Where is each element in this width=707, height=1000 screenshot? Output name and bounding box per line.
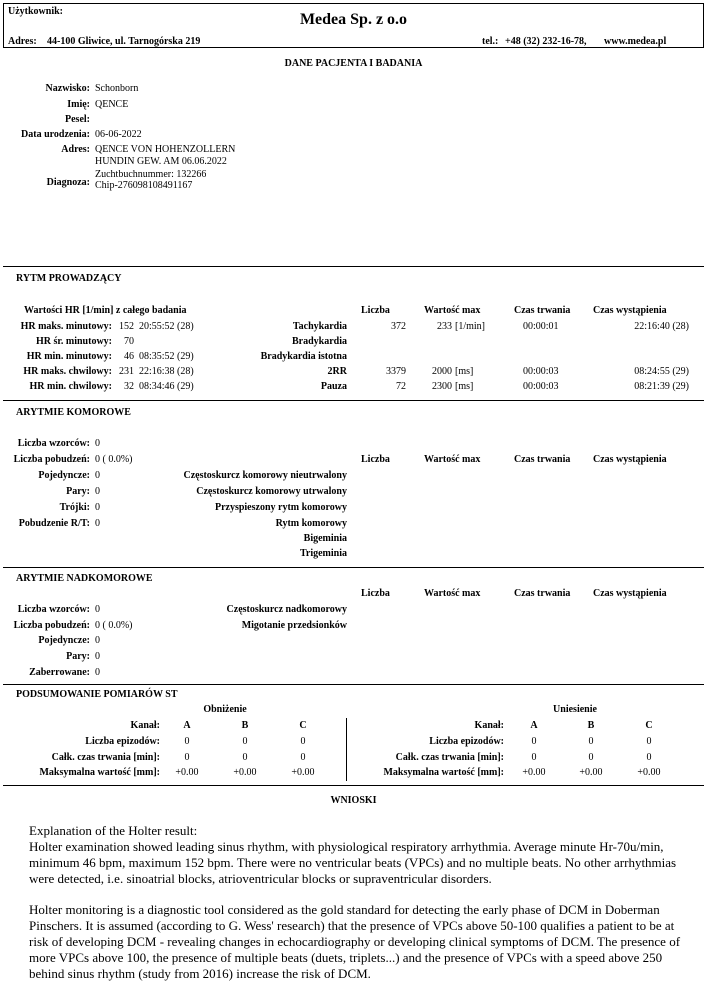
st-channel: B bbox=[587, 720, 595, 731]
divider bbox=[3, 400, 704, 401]
vent-label: Pobudzenie R/T: bbox=[18, 518, 90, 529]
event-name: Bradykardia bbox=[291, 336, 347, 347]
sv-event: Migotanie przedsionków bbox=[241, 620, 347, 631]
st-channel: A bbox=[530, 720, 538, 731]
col-header-occurrence: Czas wystąpienia bbox=[593, 588, 667, 599]
col-header-max: Wartość max bbox=[424, 454, 481, 465]
event-occurrence: 22:16:40 (28) bbox=[634, 321, 689, 332]
conclusion-paragraph-2: Holter monitoring is a diagnostic tool considered as the gold standard for detecting the early phase of DCM in Doberman Pinschers. It is assumed (according to G. Wess' research) that the presence of VPCs above 50-100 qualifies a patient to be at risk of developing DCM - revealing changes in echocardiography or developing clinical symptoms of DCM. The presence of more VPCs above 100, the presence of multiple beats (duets, triplets...) and the presence of VPCs with a speed above 250 behind sinus rhythm (study from 2016) increase the risk of DCM. bbox=[29, 902, 681, 981]
hr-label: HR min. minutowy: bbox=[26, 351, 112, 362]
vent-value: 0 bbox=[95, 470, 100, 481]
patient-section-title: DANE PACJENTA I BADANIA bbox=[284, 58, 423, 69]
st-channel: A bbox=[183, 720, 191, 731]
hr-time: 08:35:52 (29) bbox=[139, 351, 194, 362]
hr-value: 70 bbox=[124, 336, 134, 347]
vent-event: Częstoskurcz komorowy nieutrwalony bbox=[183, 470, 347, 481]
vent-label: Trójki: bbox=[59, 502, 90, 513]
event-occurrence: 08:24:55 (29) bbox=[634, 366, 689, 377]
sv-event: Częstoskurcz nadkomorowy bbox=[226, 604, 347, 615]
st-row-label: Liczba epizodów: bbox=[85, 736, 160, 747]
field-label: Nazwisko: bbox=[45, 83, 90, 94]
vent-event: Trigeminia bbox=[299, 548, 347, 559]
conclusion-p1-title: Explanation of the Holter result: bbox=[29, 823, 198, 838]
vent-value: 0 bbox=[95, 518, 100, 529]
divider bbox=[3, 266, 704, 267]
st-value: 0 bbox=[184, 752, 190, 763]
col-header-max: Wartość max bbox=[424, 305, 481, 316]
col-header-max: Wartość max bbox=[424, 588, 481, 599]
st-channel: B bbox=[241, 720, 249, 731]
col-header-duration: Czas trwania bbox=[514, 305, 571, 316]
st-value: +0.00 bbox=[637, 767, 661, 778]
st-value: 0 bbox=[588, 736, 594, 747]
field-label: Data urodzenia: bbox=[21, 129, 90, 140]
conclusion-paragraph-1: Holter examination showed leading sinus rhythm, with physiological respiratory arrhythmia. Average minute Hr-70u/min, minimum 46 bpm, maximum 152 bpm. There were no ventricular beats (VPCs) and no multiple beats. No other arrhythmias were detected, i.e. sinoatrial blocks, atrioventricular blocks or supraventricular disorders. bbox=[29, 839, 677, 886]
event-duration: 00:00:03 bbox=[523, 366, 559, 377]
st-value: 0 bbox=[242, 736, 248, 747]
hr-value: 152 bbox=[119, 321, 134, 332]
st-value: 0 bbox=[588, 752, 594, 763]
event-max: 2000 bbox=[432, 366, 452, 377]
vent-label: Liczba wzorców: bbox=[17, 438, 90, 449]
sv-value: 0 bbox=[95, 651, 100, 662]
st-channel-label: Kanał: bbox=[474, 720, 504, 731]
sv-value: 0 bbox=[95, 667, 100, 678]
sv-label: Pojedyncze: bbox=[38, 635, 90, 646]
st-channel-label: Kanał: bbox=[130, 720, 160, 731]
hr-label: HR maks. minutowy: bbox=[20, 321, 112, 332]
diagnosis-label: Diagnoza: bbox=[46, 177, 90, 188]
vent-event: Częstoskurcz komorowy utrwalony bbox=[196, 486, 347, 497]
st-row-label: Całk. czas trwania [min]: bbox=[395, 752, 504, 763]
user-label: Użytkownik: bbox=[8, 6, 64, 17]
sv-label: Liczba wzorców: bbox=[17, 604, 90, 615]
sv-value: 0 bbox=[95, 604, 100, 615]
event-max: 233 bbox=[437, 321, 452, 332]
event-unit: [1/min] bbox=[455, 321, 485, 332]
divider bbox=[3, 684, 704, 685]
field-value: QENCE VON HOHENZOLLERN bbox=[95, 144, 236, 155]
hr-time: 08:34:46 (29) bbox=[139, 381, 194, 392]
st-section-title: PODSUMOWANIE POMIARÓW ST bbox=[16, 689, 178, 700]
st-value: +0.00 bbox=[175, 767, 199, 778]
st-value: 0 bbox=[300, 736, 306, 747]
st-value: +0.00 bbox=[233, 767, 257, 778]
col-header-occurrence: Czas wystąpienia bbox=[593, 454, 667, 465]
field-label: Imię: bbox=[67, 99, 90, 110]
col-header-duration: Czas trwania bbox=[514, 454, 571, 465]
vent-value: 0 bbox=[95, 438, 100, 449]
divider bbox=[3, 785, 704, 786]
company-name: Medea Sp. z o.o bbox=[299, 11, 408, 28]
st-value: 0 bbox=[300, 752, 306, 763]
hr-value: 46 bbox=[124, 351, 134, 362]
col-header-occurrence: Czas wystąpienia bbox=[593, 305, 667, 316]
event-name: Bradykardia istotna bbox=[260, 351, 347, 362]
hr-label: HR śr. minutowy: bbox=[35, 336, 112, 347]
vent-event: Bigeminia bbox=[303, 533, 347, 544]
vent-event: Przyspieszony rytm komorowy bbox=[214, 502, 347, 513]
event-name: Pauza bbox=[320, 381, 347, 392]
event-duration: 00:00:03 bbox=[523, 381, 559, 392]
st-value: 0 bbox=[184, 736, 190, 747]
sv-label: Zaberrowane: bbox=[29, 667, 90, 678]
st-value: +0.00 bbox=[579, 767, 603, 778]
st-value: +0.00 bbox=[522, 767, 546, 778]
event-unit: [ms] bbox=[455, 366, 474, 377]
hr-value: 32 bbox=[124, 381, 134, 392]
event-duration: 00:00:01 bbox=[523, 321, 559, 332]
company-website: www.medea.pl bbox=[604, 36, 667, 47]
hr-time: 20:55:52 (28) bbox=[139, 321, 194, 332]
st-channel: C bbox=[645, 720, 653, 731]
phone-label: tel.: bbox=[482, 36, 499, 47]
diagnosis-line-2: Chip-276098108491167 bbox=[95, 180, 193, 191]
st-row-label: Maksymalna wartość [mm]: bbox=[39, 767, 160, 778]
st-row-label: Maksymalna wartość [mm]: bbox=[383, 767, 504, 778]
st-row-label: Całk. czas trwania [min]: bbox=[51, 752, 160, 763]
diagnosis-box bbox=[95, 169, 206, 191]
field-label: Adres: bbox=[61, 144, 90, 155]
vent-label: Pojedyncze: bbox=[38, 470, 90, 481]
field-value: 06-06-2022 bbox=[95, 129, 142, 140]
hr-label: HR maks. chwilowy: bbox=[23, 366, 112, 377]
vent-label: Pary: bbox=[66, 486, 90, 497]
field-value: QENCE bbox=[95, 99, 129, 110]
vent-value: 0 ( 0.0%) bbox=[95, 454, 133, 465]
st-value: +0.00 bbox=[291, 767, 315, 778]
sv-value: 0 ( 0.0%) bbox=[95, 620, 133, 631]
sv-label: Pary: bbox=[66, 651, 90, 662]
st-channel: C bbox=[299, 720, 307, 731]
st-value: 0 bbox=[531, 752, 537, 763]
hr-value: 231 bbox=[119, 366, 134, 377]
st-value: 0 bbox=[646, 752, 652, 763]
col-header-count: Liczba bbox=[361, 454, 390, 465]
event-name: 2RR bbox=[327, 366, 347, 377]
vent-value: 0 bbox=[95, 502, 100, 513]
vent-event: Rytm komorowy bbox=[275, 518, 347, 529]
col-header-count: Liczba bbox=[361, 588, 390, 599]
event-count: 3379 bbox=[386, 366, 406, 377]
sv-value: 0 bbox=[95, 635, 100, 646]
rhythm-section-title: RYTM PROWADZĄCY bbox=[16, 273, 122, 284]
st-row-label: Liczba epizodów: bbox=[429, 736, 504, 747]
event-name: Tachykardia bbox=[292, 321, 347, 332]
col-header-duration: Czas trwania bbox=[514, 588, 571, 599]
address-line-2: HUNDIN GEW. AM 06.06.2022 bbox=[95, 156, 227, 167]
divider bbox=[3, 567, 704, 568]
event-unit: [ms] bbox=[455, 381, 474, 392]
vent-label: Liczba pobudzeń: bbox=[13, 454, 90, 465]
field-label: Pesel: bbox=[65, 114, 90, 125]
event-max: 2300 bbox=[432, 381, 452, 392]
sv-label: Liczba pobudzeń: bbox=[13, 620, 90, 631]
hr-table-title: Wartości HR [1/min] z całego badania bbox=[24, 305, 187, 316]
hr-time: 22:16:38 (28) bbox=[139, 366, 194, 377]
event-count: 72 bbox=[396, 381, 406, 392]
st-value: 0 bbox=[646, 736, 652, 747]
hr-label: HR min. chwilowy: bbox=[29, 381, 112, 392]
vent-value: 0 bbox=[95, 486, 100, 497]
address-label: Adres: bbox=[8, 36, 37, 47]
company-phone: +48 (32) 232-16-78, bbox=[505, 36, 587, 47]
event-occurrence: 08:21:39 (29) bbox=[634, 381, 689, 392]
st-panel-title: Obniżenie bbox=[203, 704, 247, 715]
conclusions-section-title: WNIOSKI bbox=[330, 795, 377, 806]
st-panel-title: Uniesienie bbox=[553, 704, 597, 715]
col-header-count: Liczba bbox=[361, 305, 390, 316]
st-value: 0 bbox=[531, 736, 537, 747]
ventricular-section-title: ARYTMIE KOMOROWE bbox=[16, 407, 131, 418]
field-value: Schonborn bbox=[95, 83, 139, 94]
st-value: 0 bbox=[242, 752, 248, 763]
supraventricular-section-title: ARYTMIE NADKOMOROWE bbox=[16, 573, 153, 584]
diagnosis-line-1: Zuchtbuchnummer: 132266 bbox=[95, 169, 207, 180]
event-count: 372 bbox=[391, 321, 406, 332]
company-address: 44-100 Gliwice, ul. Tarnogórska 219 bbox=[47, 36, 201, 47]
